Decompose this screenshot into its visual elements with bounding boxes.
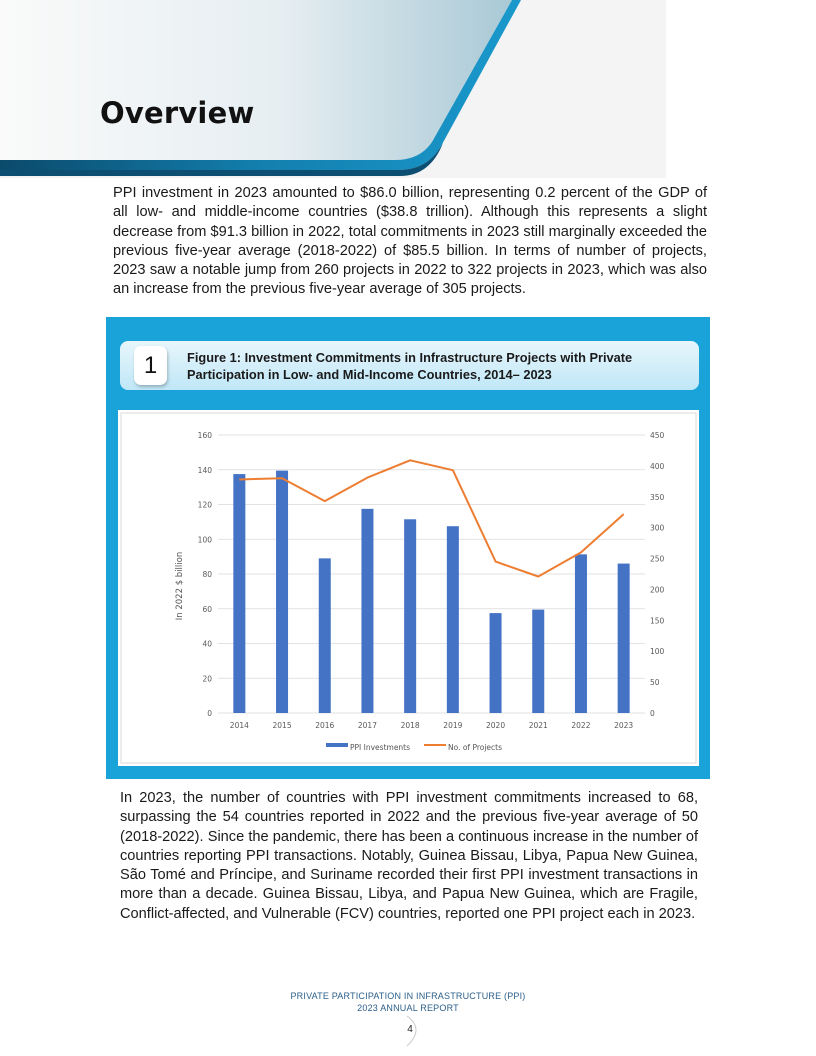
- y-left-tick-label: 40: [202, 639, 212, 649]
- x-tick-label: 2019: [443, 721, 463, 730]
- figure-title: Figure 1: Investment Commitments in Infrastructure Projects with Private Participation in Low- and Mid-Income Countries, 2014– 2023: [187, 350, 633, 382]
- page-number: 4: [407, 1024, 413, 1035]
- bar-ppi-investments: [532, 610, 544, 713]
- figure-box: [106, 317, 710, 779]
- footer-report-year: 2023 ANNUAL REPORT: [357, 1003, 459, 1013]
- y-right-tick-label: 350: [650, 492, 665, 502]
- chart-panel: [118, 410, 699, 766]
- y-right-tick-label: 50: [650, 678, 660, 688]
- y-right-tick-label: 150: [650, 616, 665, 626]
- y-left-tick-label: 60: [202, 604, 212, 614]
- bar-ppi-investments: [404, 519, 416, 713]
- countries-paragraph: In 2023, the number of countries with PPI investment commitments increased to 68, surpassing the 54 countries reported in 2022 and the previous five-year average of 50 (2018-2022). Since the pandemic, there has been a continuous increase in the number of countries reporting PPI transactions. Notably, Guinea Bissau, Libya, Papua New Guinea, São Tomé and Príncipe, and Suriname recorded their first PPI investment transactions in more than a decade. Guinea Bissau, Libya, and Papua New Guinea, which are Fragile, Conflict-affected, and Vulnerable (FCV) countries, reported one PPI project each in 2023.: [120, 790, 698, 922]
- y-left-tick-label: 120: [197, 500, 212, 510]
- bar-ppi-investments: [361, 509, 373, 713]
- x-tick-label: 2016: [315, 721, 335, 730]
- y-right-tick-label: 250: [650, 554, 665, 564]
- y-right-tick-label: 200: [650, 585, 665, 595]
- y-left-tick-label: 160: [197, 431, 212, 440]
- combo-chart: [118, 410, 699, 766]
- bar-ppi-investments: [618, 564, 630, 713]
- x-tick-label: 2022: [571, 721, 591, 730]
- y-right-tick-label: 450: [650, 431, 665, 440]
- x-tick-label: 2014: [229, 721, 249, 730]
- y-right-tick-label: 400: [650, 461, 665, 471]
- bar-ppi-investments: [233, 474, 245, 713]
- x-tick-label: 2020: [486, 721, 506, 730]
- figure-number-badge: 1: [134, 346, 167, 385]
- header-banner-graphic: [0, 0, 816, 180]
- y-right-tick-label: 300: [650, 523, 665, 533]
- x-tick-label: 2021: [528, 721, 548, 730]
- legend-swatch-ppi-investments: [326, 743, 348, 747]
- x-tick-label: 2018: [400, 721, 420, 730]
- y-right-tick-label: 0: [650, 709, 655, 718]
- bar-ppi-investments: [490, 613, 502, 713]
- bar-ppi-investments: [319, 558, 331, 713]
- intro-paragraph: PPI investment in 2023 amounted to $86.0 billion, representing 0.2 percent of the GDP of all low- and middle-income countries ($38.8 trillion). Although this represents a slight decrease from $91.3 billion in 2022, total commitments in 2023 still marginally exceeded the previous five-year average (2018-2022) of $85.5 billion. In terms of number of projects, 2023 saw a notable jump from 260 projects in 2022 to 322 projects in 2023, which was also an increase from the previous five-year average of 305 projects.: [113, 185, 707, 298]
- y-left-tick-label: 140: [197, 465, 212, 475]
- y-axis-label: In 2022 $ billion: [175, 551, 185, 621]
- figure-caption-bar: [120, 341, 699, 390]
- header-panel: [0, 0, 512, 160]
- bar-ppi-investments: [575, 554, 587, 713]
- x-tick-label: 2023: [614, 721, 634, 730]
- y-left-tick-label: 80: [202, 570, 212, 579]
- legend-label-ppi-investments: PPI Investments: [350, 743, 411, 752]
- footer-report-name: PRIVATE PARTICIPATION IN INFRASTRUCTURE (PPI): [290, 991, 526, 1001]
- y-right-tick-label: 100: [650, 647, 665, 657]
- page-title: Overview: [100, 96, 255, 130]
- x-tick-label: 2015: [272, 721, 292, 730]
- legend-label-no-of-projects: No. of Projects: [448, 743, 503, 752]
- y-left-tick-label: 20: [202, 674, 212, 684]
- x-tick-label: 2017: [357, 721, 377, 730]
- y-left-tick-label: 0: [207, 709, 212, 718]
- page-header-banner: [0, 0, 816, 180]
- bar-ppi-investments: [276, 471, 288, 713]
- bar-ppi-investments: [447, 526, 459, 713]
- y-left-tick-label: 100: [197, 535, 212, 545]
